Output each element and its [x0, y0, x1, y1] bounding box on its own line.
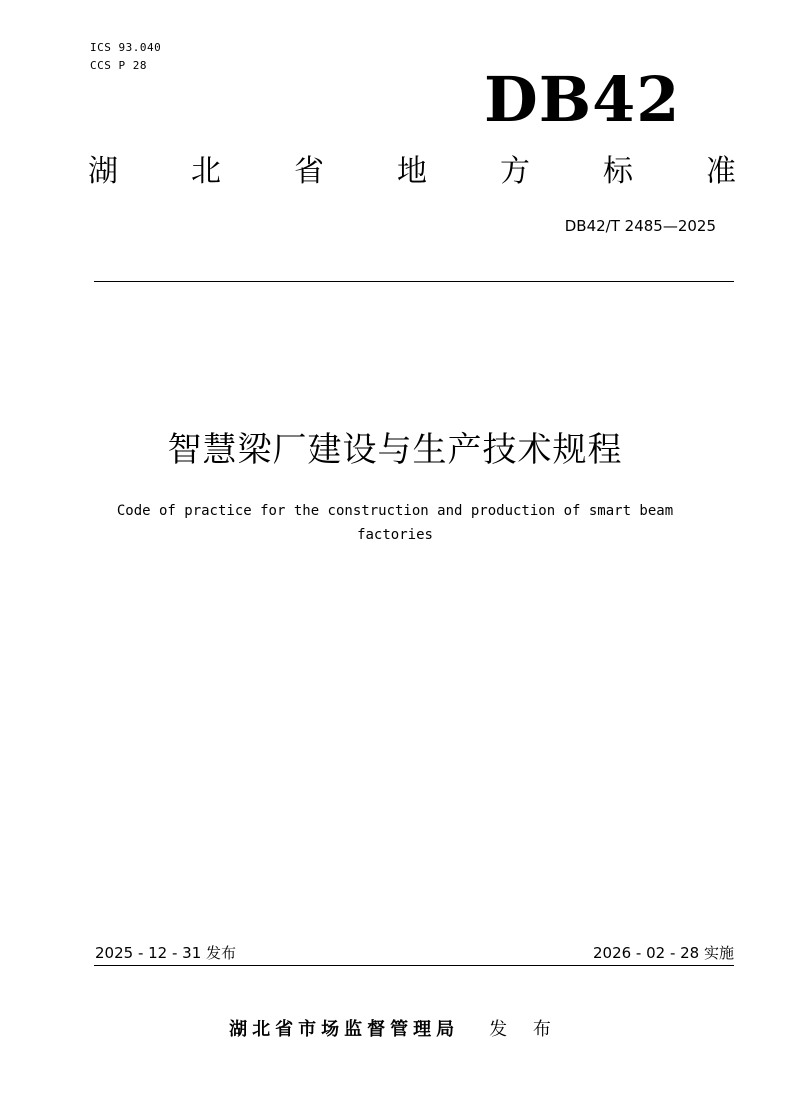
standard-type-char: 地: [397, 154, 427, 189]
issuing-authority: 湖北省市场监督管理局: [229, 1019, 460, 1040]
issue-date: 2025 - 12 - 31 发布: [95, 944, 237, 962]
standard-type-char: 省: [294, 154, 324, 189]
standard-type-char: 准: [706, 154, 736, 189]
implementation-date: 2026 - 02 - 28 实施: [592, 944, 734, 962]
standard-type-char: 标: [603, 154, 633, 189]
bottom-divider: [94, 965, 734, 966]
standard-type-char: 方: [500, 154, 530, 189]
standard-type-char: 北: [191, 154, 221, 189]
top-divider: [94, 281, 734, 282]
standard-number: DB42/T 2485—2025: [564, 217, 716, 235]
ics-code: ICS 93.040: [90, 41, 162, 54]
standard-type-char: 湖: [88, 154, 118, 189]
document-title-chinese: 智慧梁厂建设与生产技术规程: [167, 430, 623, 470]
document-title-english: Code of practice for the construction and production of smart beam factories: [116, 503, 674, 543]
ccs-code: CCS P 28: [90, 59, 147, 72]
standard-type-heading: [88, 154, 736, 190]
db42-logo: DB42: [484, 63, 681, 136]
issuer-line: [0, 1017, 790, 1043]
issue-label: 发 布: [489, 1019, 561, 1040]
